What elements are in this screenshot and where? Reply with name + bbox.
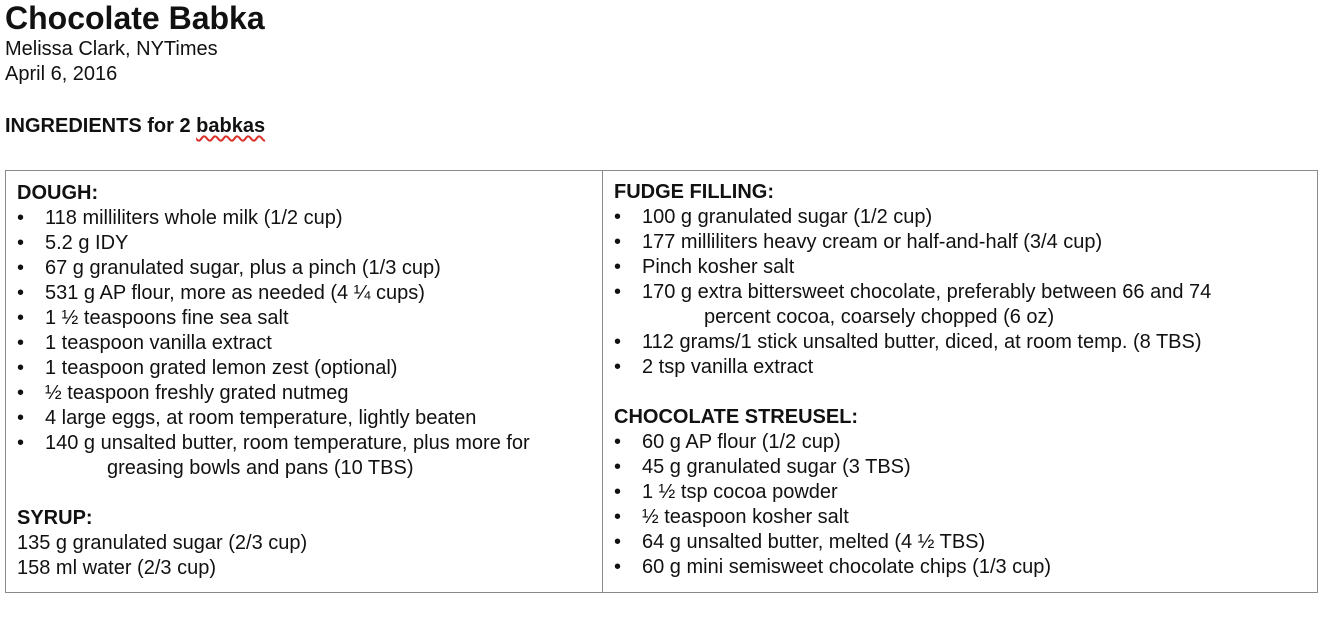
dough-section-title: DOUGH: xyxy=(17,182,99,204)
dough-item-text: 4 large eggs, at room temperature, lightly beaten xyxy=(45,407,477,429)
dough-item xyxy=(17,306,592,331)
dough-item xyxy=(17,256,592,281)
dough-item-text: 1 ½ teaspoons fine sea salt xyxy=(45,307,289,329)
dough-item xyxy=(17,331,592,356)
fudge-filling-item-text: 170 g extra bittersweet chocolate, preferably between 66 and 74 xyxy=(642,281,1212,303)
fudge-filling-item-wrapped xyxy=(614,280,1307,330)
chocolate-streusel-item xyxy=(614,480,1307,505)
bullet-icon: • xyxy=(17,232,25,254)
chocolate-streusel-item xyxy=(614,430,1307,455)
chocolate-streusel-item xyxy=(614,505,1307,530)
bullet-icon: • xyxy=(17,307,25,329)
chocolate-streusel-item-text: 60 g mini semisweet chocolate chips (1/3 cup) xyxy=(642,556,1052,578)
dough-item-text: 67 g granulated sugar, plus a pinch (1/3 cup) xyxy=(45,257,441,279)
fudge-filling-item xyxy=(614,230,1307,255)
ingredients-table xyxy=(5,170,1318,593)
chocolate-streusel-item-text: 45 g granulated sugar (3 TBS) xyxy=(642,456,911,478)
bullet-icon: • xyxy=(17,257,25,279)
bullet-icon: • xyxy=(17,332,25,354)
dough-item-text: 140 g unsalted butter, room temperature, plus more for xyxy=(45,432,530,454)
dough-item-text: ½ teaspoon freshly grated nutmeg xyxy=(45,382,349,404)
spellcheck-flagged-word[interactable]: babkas xyxy=(196,115,266,137)
bullet-icon: • xyxy=(614,356,622,378)
chocolate-streusel-item xyxy=(614,555,1307,580)
dough-item xyxy=(17,381,592,406)
bullet-icon: • xyxy=(17,282,25,304)
bullet-icon: • xyxy=(17,357,25,379)
bullet-icon: • xyxy=(17,407,25,429)
dough-item xyxy=(17,281,592,306)
fudge-filling-item-text: 112 grams/1 stick unsalted butter, diced, at room temp. (8 TBS) xyxy=(642,331,1202,353)
blank-line xyxy=(17,481,592,506)
chocolate-streusel-item-text: 64 g unsalted butter, melted (4 ½ TBS) xyxy=(642,531,986,553)
fudge-filling-item xyxy=(614,330,1307,355)
dough-item-wrapped xyxy=(17,431,592,481)
dough-item xyxy=(17,406,592,431)
chocolate-streusel-item xyxy=(614,530,1307,555)
fudge-filling-item xyxy=(614,205,1307,230)
ingredients-heading xyxy=(5,114,265,138)
bullet-icon: • xyxy=(614,531,622,553)
bullet-icon: • xyxy=(614,506,622,528)
bullet-icon: • xyxy=(614,556,622,578)
bullet-icon: • xyxy=(614,481,622,503)
bullet-icon: • xyxy=(614,206,622,228)
chocolate-streusel-item-text: ½ teaspoon kosher salt xyxy=(642,506,849,528)
chocolate-streusel-list xyxy=(614,430,1307,580)
dough-item-text: 118 milliliters whole milk (1/2 cup) xyxy=(45,207,343,229)
dough-item xyxy=(17,206,592,231)
bullet-icon: • xyxy=(614,431,622,453)
fudge-filling-item-text: 100 g granulated sugar (1/2 cup) xyxy=(642,206,933,228)
ingredients-right-cell[interactable] xyxy=(603,171,1318,593)
chocolate-streusel-item-text: 60 g AP flour (1/2 cup) xyxy=(642,431,841,453)
dough-item-continuation: greasing bowls and pans (10 TBS) xyxy=(107,457,414,479)
fudge-filling-item-continuation: percent cocoa, coarsely chopped (6 oz) xyxy=(704,306,1055,328)
dough-item-text: 1 teaspoon vanilla extract xyxy=(45,332,272,354)
fudge-filling-item-text: Pinch kosher salt xyxy=(642,256,795,278)
bullet-icon: • xyxy=(17,432,25,454)
dough-item-text: 1 teaspoon grated lemon zest (optional) xyxy=(45,357,398,379)
dough-item-text: 5.2 g IDY xyxy=(45,232,129,254)
syrup-line: 158 ml water (2/3 cup) xyxy=(17,557,216,579)
fudge-filling-section-title: FUDGE FILLING: xyxy=(614,181,774,203)
ingredients-left-cell[interactable] xyxy=(6,171,603,593)
bullet-icon: • xyxy=(17,382,25,404)
chocolate-streusel-section-title: CHOCOLATE STREUSEL: xyxy=(614,406,859,428)
fudge-filling-list xyxy=(614,205,1307,380)
recipe-date: April 6, 2016 xyxy=(5,63,118,85)
bullet-icon: • xyxy=(17,207,25,229)
fudge-filling-item-text: 177 milliliters heavy cream or half-and-half (3/4 cup) xyxy=(642,231,1103,253)
chocolate-streusel-item xyxy=(614,455,1307,480)
dough-item-text: 531 g AP flour, more as needed (4 ¼ cups) xyxy=(45,282,425,304)
bullet-icon: • xyxy=(614,231,622,253)
dough-list xyxy=(17,206,592,481)
recipe-title: Chocolate Babka xyxy=(5,0,265,36)
fudge-filling-item xyxy=(614,255,1307,280)
dough-item xyxy=(17,356,592,381)
bullet-icon: • xyxy=(614,256,622,278)
ingredients-heading-prefix: INGREDIENTS for 2 xyxy=(5,115,197,137)
syrup-line: 135 g granulated sugar (2/3 cup) xyxy=(17,532,308,554)
dough-item xyxy=(17,231,592,256)
bullet-icon: • xyxy=(614,456,622,478)
blank-line xyxy=(614,380,1307,405)
fudge-filling-item xyxy=(614,355,1307,380)
syrup-section-title: SYRUP: xyxy=(17,507,93,529)
recipe-author: Melissa Clark, NYTimes xyxy=(5,38,218,60)
chocolate-streusel-item-text: 1 ½ tsp cocoa powder xyxy=(642,481,838,503)
bullet-icon: • xyxy=(614,331,622,353)
bullet-icon: • xyxy=(614,281,622,303)
fudge-filling-item-text: 2 tsp vanilla extract xyxy=(642,356,814,378)
